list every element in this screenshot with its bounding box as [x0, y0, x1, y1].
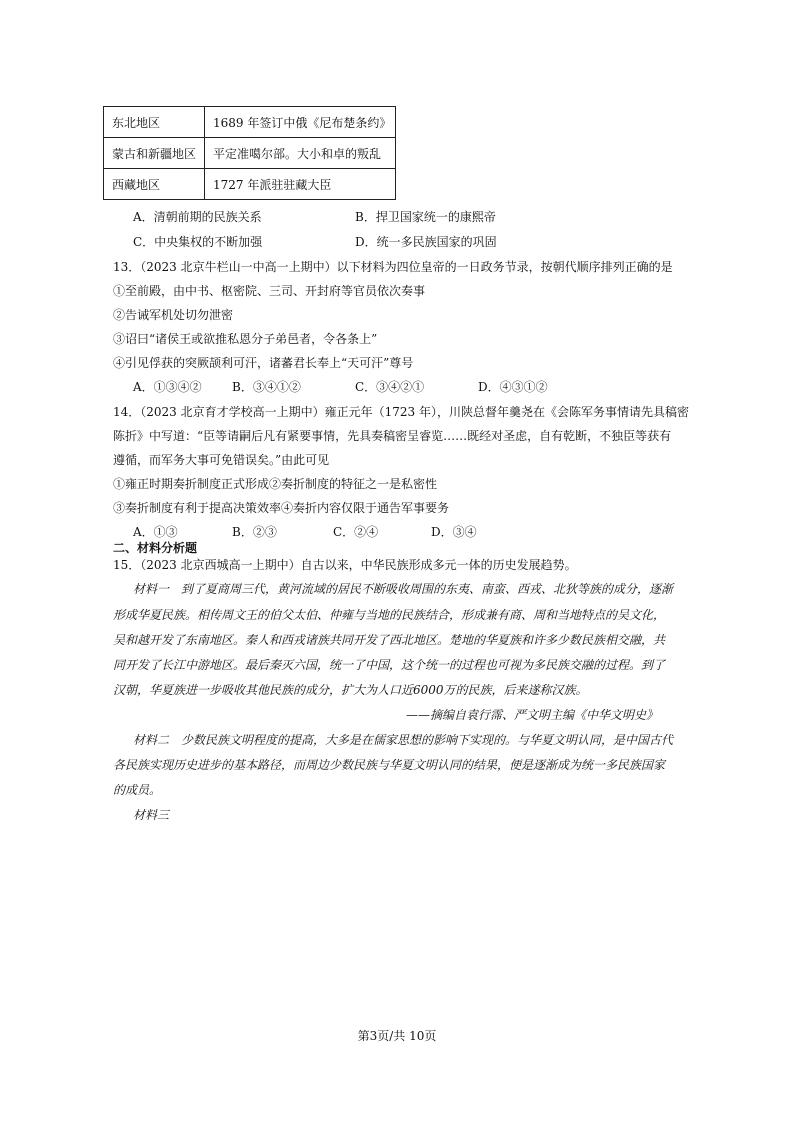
- q15-stem: 15．（2023 北京西城高一上期中）自古以来，中华民族形成多元一体的历史发展趋势。: [113, 558, 577, 572]
- table-row: [104, 107, 396, 138]
- q14-item-line-2: ③奏折制度有利于提高决策效率④奏折内容仅限于通告军事要务: [113, 501, 450, 515]
- q13-option-c: C．③④②①: [355, 380, 425, 394]
- material-3-label: 材料三: [133, 808, 170, 822]
- page-footer: 第3页/共 10页: [357, 1029, 437, 1043]
- q12-option-c: C．中央集权的不断加强: [133, 235, 263, 249]
- event-cell: 1727 年派驻驻藏大臣: [205, 169, 396, 200]
- event-cell: 1689 年签订中俄《尼布楚条约》: [205, 107, 396, 138]
- material-1-line: 汉朝，华夏族进一步吸收其他民族的成分，扩大为人口近6000万的民族，后来遂称汉族。: [113, 683, 588, 697]
- q13-option-a: A．①③④②: [133, 380, 202, 394]
- q14-stem-line-2: 陈折》中写道：“臣等请嗣后凡有紧要事情，先具奏稿密呈睿览……既经对圣虑，自有乾断，不独臣等获有: [113, 429, 672, 443]
- region-cell: 西藏地区: [104, 169, 205, 200]
- material-1-source: ——摘编自袁行霈、严文明主编《中华文明史》: [406, 708, 659, 722]
- material-2-line: 各民族实现历史进步的基本路径，而周边少数民族与华夏文明认同的结果，便是逐渐成为统一多民族国家: [113, 758, 666, 772]
- q13-stem: 13．（2023 北京牛栏山一中高一上期中）以下材料为四位皇帝的一日政务节录，按朝代顺序排列正确的是: [113, 260, 673, 274]
- material-1-line: 吴和越开发了东南地区。秦人和西戎诸族共同开发了西北地区。楚地的华夏族和许多少数民族相交融，共: [113, 633, 666, 647]
- q14-option-c: C．②④: [333, 525, 379, 539]
- q14-stem-line-1: 14．（2023 北京育才学校高一上期中）雍正元年（1723 年），川陕总督年羹尧在《会陈军务事情请先具稿密: [113, 405, 689, 419]
- event-cell: 平定准噶尔部。大小和卓的叛乱: [205, 138, 396, 169]
- material-2-line: 材料二 少数民族文明程度的提高，大多是在儒家思想的影响下实现的。与华夏文明认同，是中国古代: [133, 733, 674, 747]
- region-table: [103, 106, 396, 200]
- material-1-line: 形成华夏民族。相传周文王的伯父太伯、仲雍与当地的民族结合，形成兼有商、周和当地特点的吴文化，: [113, 608, 666, 622]
- material-2-line: 的成员。: [113, 783, 162, 797]
- q14-stem-line-3: 遵循，而军务大事可免错误矣。”由此可见: [113, 453, 330, 467]
- q13-item-2: ②告诫军机处切勿泄密: [113, 308, 234, 322]
- q13-option-d: D．④③①②: [478, 380, 548, 394]
- q13-option-b: B．③④①②: [232, 380, 301, 394]
- q12-option-b: B．捍卫国家统一的康熙帝: [355, 210, 496, 224]
- q14-option-d: D．③④: [431, 525, 477, 539]
- q14-item-line-1: ①雍正时期奏折制度正式形成②奏折制度的特征之一是私密性: [113, 477, 438, 491]
- q13-item-3: ③诏曰“诸侯王或欲推私恩分子弟邑者，令各条上”: [113, 332, 378, 346]
- section-heading: 二、材料分析题: [113, 541, 198, 555]
- table-row: [104, 138, 396, 169]
- q14-option-a: A．①③: [133, 525, 178, 539]
- table-row: [104, 169, 396, 200]
- q13-item-1: ①至前殿，由中书、枢密院、三司、开封府等官员依次奏事: [113, 284, 426, 298]
- q12-option-a: A．清朝前期的民族关系: [133, 210, 262, 224]
- material-1-line: 同开发了长江中游地区。最后秦灭六国，统一了中国，这个统一的过程也可视为多民族交融的过程。到了: [113, 658, 666, 672]
- region-cell: 东北地区: [104, 107, 205, 138]
- q12-option-d: D．统一多民族国家的巩固: [355, 235, 497, 249]
- q13-item-4: ④引见俘获的突厥颉利可汗，诸蕃君长奉上“天可汗”尊号: [113, 356, 414, 370]
- material-1-line: 材料一 到了夏商周三代，黄河流域的居民不断吸收周围的东夷、南蛮、西戎、北狄等族的成分，逐渐: [133, 582, 674, 596]
- region-cell: 蒙古和新疆地区: [104, 138, 205, 169]
- q14-option-b: B．②③: [232, 525, 277, 539]
